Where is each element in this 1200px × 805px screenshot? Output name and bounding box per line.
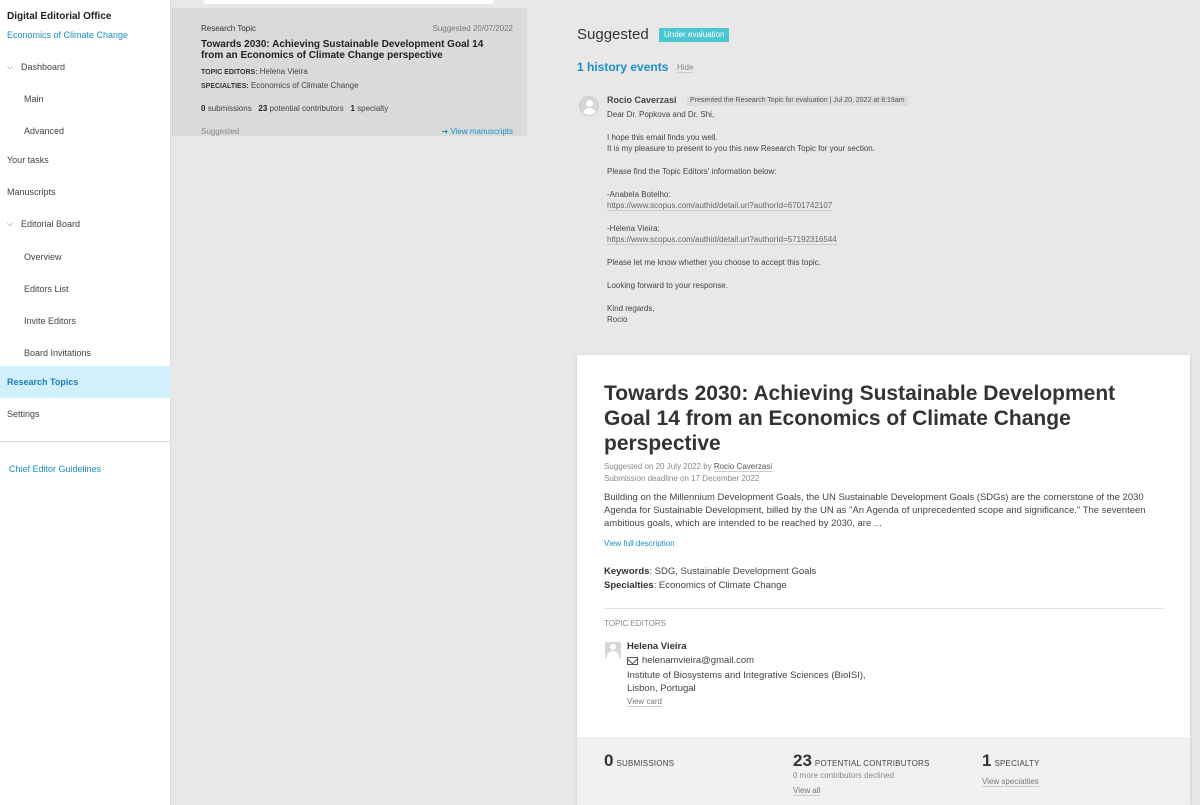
sidebar-item-label: Main [24, 94, 44, 104]
stat-number: 0 [604, 751, 614, 770]
sidebar-item-editorial-board[interactable] [0, 208, 171, 240]
history-events-toggle[interactable]: 1 history events [577, 60, 669, 74]
card-counts [201, 104, 388, 113]
sidebar-item-label: Overview [24, 252, 62, 262]
view-all-link[interactable]: View all [793, 786, 821, 795]
sidebar-item-dashboard[interactable] [0, 51, 171, 83]
card-contributors-num: 23 [258, 104, 268, 113]
user-avatar-icon [579, 96, 599, 116]
stat-number: 23 [793, 751, 812, 770]
arrow-right-icon: ➔ [441, 127, 449, 136]
scopus-link[interactable]: https://www.scopus.com/authid/detail.uri?authorId=6701742107 [607, 201, 833, 210]
sidebar-item-label: Settings [7, 409, 40, 419]
submission-deadline: Submission deadline on 17 December 2022 [604, 474, 760, 483]
scopus-link[interactable]: https://www.scopus.com/authid/detail.uri?authorId=57192316544 [607, 235, 837, 244]
status-badge: Under evaluation [659, 28, 729, 42]
sidebar-item-label: Invite Editors [24, 316, 77, 326]
suggested-prefix: Suggested on 20 July 2022 by [604, 462, 712, 471]
card-type: Research Topic [201, 24, 256, 33]
sidebar-item-settings[interactable] [0, 398, 171, 430]
chevron-down-icon: ⌵ [7, 219, 14, 228]
view-full-description-link[interactable]: View full description [604, 539, 675, 548]
card-editors-value: Helena Vieira [259, 67, 308, 76]
event-action: Presented the Research Topic for evaluation | Jul 20, 2022 at 8:19am [687, 96, 908, 106]
sidebar [0, 0, 171, 805]
event-message [607, 109, 1167, 325]
stat-number: 1 [982, 751, 992, 770]
keywords-label: Keywords [604, 566, 650, 577]
sidebar-item-research-topics[interactable] [0, 366, 171, 398]
chevron-down-icon: ⌵ [7, 62, 14, 71]
editor-email[interactable] [627, 655, 754, 666]
event-closing: Rocio [607, 315, 628, 324]
event-greeting: Dear Dr. Popkova and Dr. Shi, [607, 110, 715, 119]
topic-description: Building on the Millennium Development Goals, the UN Sustainable Development Goals (SDGs) are the cornerstone of the 2030 Agenda for Sustainable Development, billed by the UN as "An Agenda of unprecedented scope and significance." The seventeen ambitious goals, which are intended to be reached by 2030, are ... [604, 492, 1146, 529]
sidebar-divider [0, 441, 171, 442]
sidebar-item-label: Advanced [24, 126, 65, 136]
specialties [604, 580, 787, 591]
card-specialty-num: 1 [350, 104, 355, 113]
event-closing: Kind regards, [607, 304, 655, 313]
sidebar-item-invite-editors[interactable] [0, 305, 171, 337]
event-line: It is my pleasure to present to you this new Research Topic for your section. [607, 144, 875, 153]
card-specialties-value: Economics of Climate Change [250, 81, 359, 90]
chief-editor-guidelines-link[interactable]: Chief Editor Guidelines [9, 464, 102, 474]
view-specialties-link[interactable]: View specialties [982, 777, 1039, 786]
specialties-label: Specialties [604, 580, 654, 591]
card-specialty-label: specialty [357, 104, 389, 113]
view-manuscripts-link[interactable] [442, 127, 513, 136]
sidebar-item-label: Board Invitations [24, 348, 92, 358]
view-manuscripts-label: View manuscripts [450, 127, 513, 136]
topic-stats [577, 737, 1190, 805]
journal-link[interactable]: Economics of Climate Change [7, 30, 129, 40]
card-contributors-label: potential contributors [269, 104, 344, 113]
app-title: Digital Editorial Office [7, 11, 112, 22]
sidebar-item-label: Editorial Board [21, 219, 81, 229]
card-date: Suggested 20/07/2022 [432, 24, 513, 33]
sidebar-item-label: Manuscripts [7, 187, 56, 197]
sidebar-item-label: Research Topics [7, 377, 79, 387]
search-bar-stub [204, 0, 494, 4]
event-line: Looking forward to your response. [607, 281, 728, 290]
stat-sub: 0 more contributors declined [793, 771, 894, 780]
sidebar-item-advanced[interactable] [0, 115, 171, 147]
specialties-value: : Economics of Climate Change [653, 580, 787, 591]
card-title[interactable]: Towards 2030: Achieving Sustainable Development Goal 14 from an Economics of Climate Change perspective [201, 39, 484, 61]
event-line: Please find the Topic Editors' information below: [607, 167, 777, 176]
sidebar-item-board-invitations[interactable] [0, 337, 171, 369]
user-avatar-icon [605, 642, 621, 658]
sidebar-item-label: Your tasks [7, 155, 49, 165]
stat-label: SUBMISSIONS [616, 759, 675, 768]
card-specialties-label: SPECIALTIES: [201, 83, 249, 90]
editor-email-value: helenamvieira@gmail.com [642, 655, 755, 666]
keywords [604, 566, 816, 577]
stat-label: POTENTIAL CONTRIBUTORS [814, 759, 930, 768]
sidebar-item-editors-list[interactable] [0, 273, 171, 305]
mail-icon [627, 657, 638, 665]
event-editor: -Helena Vieira: [607, 224, 660, 233]
suggested-by-link[interactable]: Rocio Caverzasi [713, 462, 773, 471]
stat-specialty [982, 751, 1040, 789]
sidebar-item-overview[interactable] [0, 241, 171, 273]
sidebar-item-label: Editors List [24, 284, 69, 294]
card-submissions-label: submissions [207, 104, 252, 113]
card-editors-label: TOPIC EDITORS: [201, 69, 258, 76]
topic-card[interactable] [172, 8, 527, 136]
sidebar-item-manuscripts[interactable] [0, 176, 171, 208]
event-line: Please let me know whether you choose to accept this topic. [607, 258, 821, 267]
stat-submissions [604, 751, 674, 771]
sidebar-item-label: Dashboard [21, 62, 66, 72]
topic-editors-heading: TOPIC EDITORS [604, 619, 666, 628]
topic-list [172, 0, 528, 805]
card-status: Suggested [201, 127, 240, 136]
event-editor: -Anabela Botelho: [607, 190, 671, 199]
sidebar-item-main[interactable] [0, 83, 171, 115]
topic-panel [577, 355, 1190, 805]
sidebar-item-your-tasks[interactable] [0, 144, 171, 176]
stat-contributors [793, 751, 930, 798]
card-specialties [201, 81, 359, 90]
event-line: I hope this email finds you well. [607, 133, 718, 142]
event-author: Rocio Caverzasi [607, 95, 677, 105]
topic-detail [529, 0, 1200, 805]
divider [604, 608, 1164, 609]
stat-label: SPECIALTY [994, 759, 1040, 768]
card-submissions-num: 0 [201, 104, 206, 113]
editor-name: Helena Vieira [627, 641, 687, 652]
hide-history-link[interactable]: Hide [677, 63, 694, 72]
topic-status-heading: Suggested [577, 26, 649, 43]
suggested-info [604, 462, 772, 471]
editor-institution: Institute of Biosystems and Integrative Sciences (BioISI), Lisbon, Portugal [627, 670, 866, 694]
topic-title: Towards 2030: Achieving Sustainable Development Goal 14 from an Economics of Climate Change perspective [604, 382, 1116, 455]
card-editors [201, 67, 308, 76]
keywords-value: : SDG, Sustainable Development Goals [649, 566, 817, 577]
view-card-link[interactable]: View card [627, 697, 662, 706]
